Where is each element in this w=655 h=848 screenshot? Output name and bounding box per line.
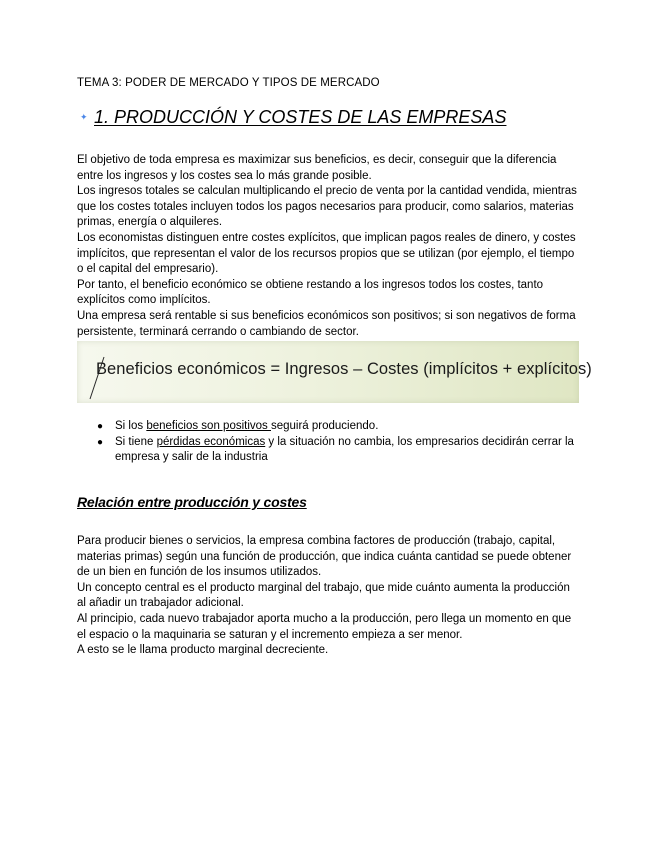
consequence-list: [77, 419, 577, 466]
list-item-underlined: beneficios son positivos: [146, 420, 271, 432]
list-item-text-after: seguirá produciendo.: [270, 420, 379, 432]
paragraph: Un concepto central es el producto marginal del trabajo, que mide cuánto aumenta la producción al añadir un trabajador adicional.: [77, 581, 570, 610]
list-item: [77, 419, 577, 435]
diamond-bullet-icon: ✦: [80, 112, 88, 122]
topic-title: TEMA 3: PODER DE MERCADO Y TIPOS DE MERCADO: [77, 77, 380, 89]
section2-body: [77, 534, 577, 659]
list-item-underlined: pérdidas económicas: [156, 435, 266, 448]
paragraph: El objetivo de toda empresa es maximizar sus beneficios, es decir, conseguir que la diferencia entre los ingresos y los costes sea lo más grande posible.: [77, 154, 557, 182]
bullet-dot-icon: ●: [97, 436, 104, 448]
section-heading-2: Relación entre producción y costes: [77, 494, 307, 510]
paragraph: Una empresa será rentable si sus beneficios económicos son positivos; si son negativos de forma persistente, terminará cerrando o cambiando de sector.: [77, 309, 576, 338]
list-item: [77, 435, 577, 466]
paragraph: A esto se le llama producto marginal decreciente.: [77, 644, 329, 657]
paragraph: Por tanto, el beneficio económico se obtiene restando a los ingresos todos los costes, tanto explícitos como implícitos.: [77, 278, 544, 307]
paragraph: Los ingresos totales se calculan multiplicando el precio de venta por la cantidad vendida, mientras que los costes totales incluyen todos los pagos necesarios para producir, como salarios, materias primas, energía o alquileres.: [77, 185, 577, 229]
formula-image: [77, 341, 592, 403]
paragraph: Para producir bienes o servicios, la empresa combina factores de producción (trabajo, capital, materias primas) según una función de producción, que indica cuánta cantidad se puede obtener de un bien en función de los insumos utilizados.: [77, 535, 572, 579]
paragraph: Los economistas distinguen entre costes explícitos, que implican pagos reales de dinero, y costes implícitos, que representan el valor de los recursos propios que se utilizan (por ejemplo, el tiempo o el capital del empresario).: [77, 231, 576, 276]
formula-text: Beneficios económicos = Ingresos – Costes (implícitos + explícitos): [96, 360, 592, 378]
list-item-text-before: Si los: [115, 420, 147, 432]
list-item-text-before: Si tiene: [115, 435, 157, 448]
section-heading-1: [80, 107, 506, 128]
list-item-text-after: y la situación no cambia, los empresarios decidirán cerrar la empresa y salir de la industria: [115, 435, 574, 464]
section-heading-1-text: 1. PRODUCCIÓN Y COSTES DE LAS EMPRESAS: [94, 107, 507, 127]
bullet-dot-icon: ●: [97, 421, 104, 432]
section1-body: [77, 153, 577, 340]
paragraph: Al principio, cada nuevo trabajador aporta mucho a la producción, pero llega un momento en que el espacio o la maquinaria se saturan y el incremento empieza a ser menor.: [77, 612, 572, 641]
